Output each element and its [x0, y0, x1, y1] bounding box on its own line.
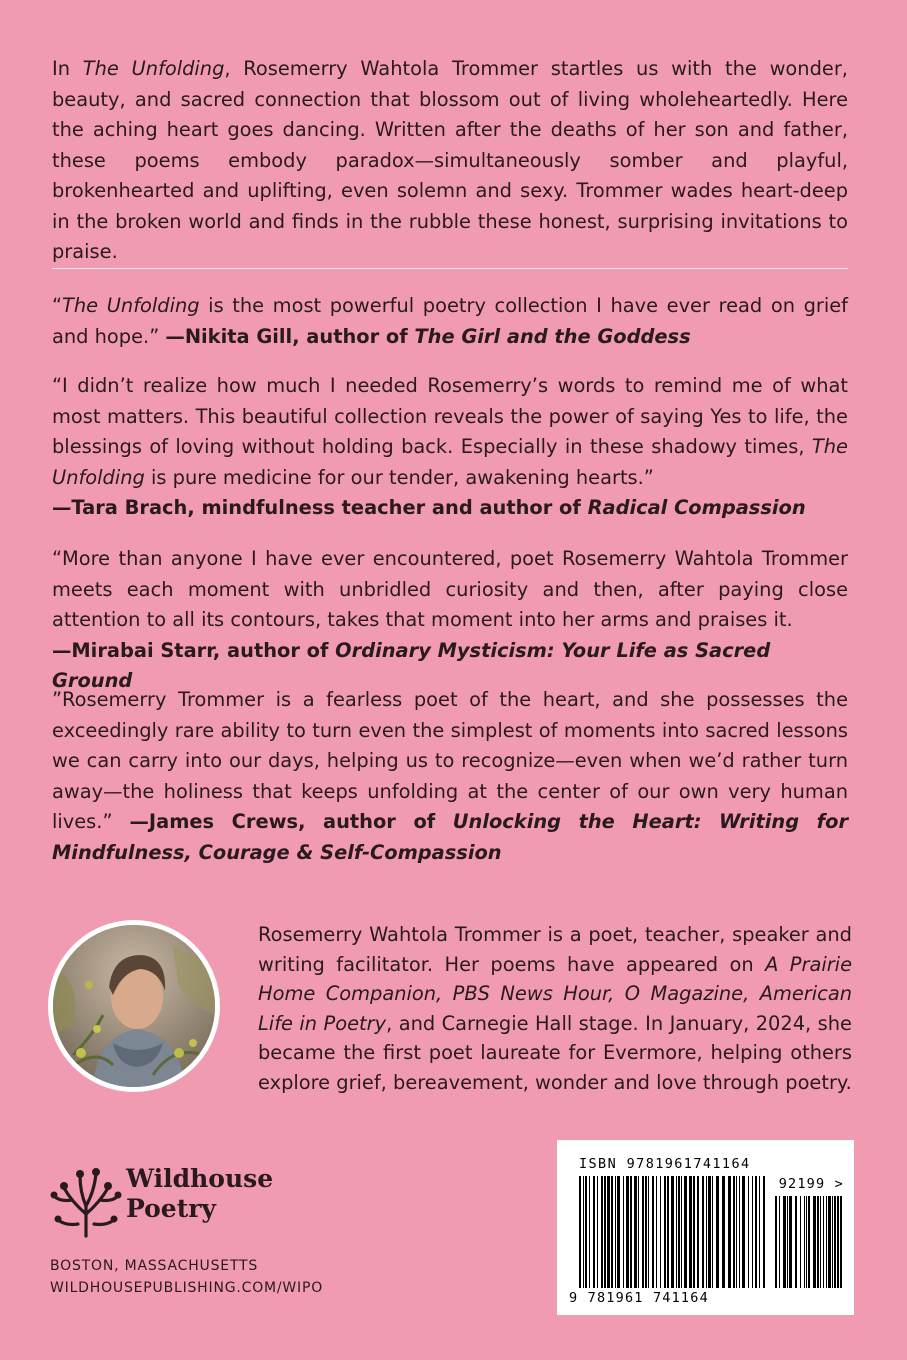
- barcode-bar: [648, 1176, 649, 1288]
- isbn-label: ISBN 9781961741164: [579, 1156, 751, 1172]
- barcode-bar: [593, 1176, 595, 1288]
- barcode-bar: [752, 1176, 753, 1288]
- barcode-bar: [597, 1176, 598, 1288]
- quote-text: is pure medicine for our tender, awakening hearts.”: [144, 465, 654, 489]
- barcode-bar: [604, 1176, 606, 1288]
- barcode-bar: [667, 1176, 669, 1288]
- barcode-bar: [748, 1176, 749, 1288]
- barcode-bar: [681, 1176, 682, 1288]
- addon-bar: [820, 1196, 821, 1288]
- addon-bar: [779, 1196, 780, 1288]
- barcode-bar: [611, 1176, 613, 1288]
- endorsement-starr: [52, 544, 848, 697]
- divider: [52, 268, 848, 269]
- attribution-book: The Girl and the Goddess: [414, 324, 691, 348]
- barcode-bar: [759, 1176, 760, 1288]
- barcode-bar: [579, 1176, 581, 1288]
- publisher-url: WILDHOUSEPUBLISHING.COM/WIPO: [50, 1280, 324, 1296]
- barcode-digits: 9 781961 741164: [569, 1290, 709, 1306]
- publisher-name-line2: Poetry: [126, 1194, 216, 1223]
- barcode-bar: [739, 1176, 740, 1288]
- quote-book-title: The Unfolding: [62, 294, 200, 317]
- barcode-bar: [634, 1176, 637, 1288]
- addon-bar: [826, 1196, 827, 1288]
- tree-icon: [50, 1162, 122, 1238]
- addon-bar: [828, 1196, 831, 1288]
- barcode-bar: [660, 1176, 661, 1288]
- blurb-text: , Rosemerry Wahtola Trommer startles us with the wonder, beauty, and sacred connection that blossom out of living wholeheartedly. Here the aching heart goes dancing. Written after the deaths of her son and father, these poems embody paradox—simultaneously somber and playful, brokenhearted and uplifting, even solemn and sexy. Trommer wades heart-deep in the broken world and finds in the rubble these honest, surprising invitations to praise.: [52, 57, 848, 263]
- barcode-bar: [623, 1176, 624, 1288]
- addon-bar: [840, 1196, 842, 1288]
- addon-bar: [787, 1196, 788, 1288]
- addon-bar: [783, 1196, 786, 1288]
- author-bio: [258, 920, 852, 1097]
- addon-bar: [804, 1196, 805, 1288]
- quote-text: “I didn’t realize how much I needed Rosemerry’s words to remind me of what most matters. This beautiful collection reveals the power of saying Yes to life, the blessings of loving without holding back. Especially in these shadowy times,: [52, 374, 848, 458]
- barcode-bar: [708, 1176, 711, 1288]
- addon-bar: [789, 1196, 792, 1288]
- addon-bar: [823, 1196, 824, 1288]
- quote-attribution: —Tara Brach, mindfulness teacher and author of: [52, 496, 588, 519]
- addon-bar: [806, 1196, 807, 1288]
- quote-text: ”Rosemerry Trommer is a fearless poet of the heart, and she possesses the exceedingly rare ability to turn even the simplest of moments into sacred lessons we can carry into our days, helping us to recognize—even when we’d rather turn away—the holiness that keeps unfolding at the center of our own very human lives.”: [52, 688, 848, 833]
- barcode-bar: [585, 1176, 587, 1288]
- addon-bar: [800, 1196, 801, 1288]
- barcode-bar: [697, 1176, 699, 1288]
- barcode-bar: [728, 1176, 731, 1288]
- barcode-bar: [716, 1176, 719, 1288]
- attribution-book: Ordinary Mysticism: Your Life as Sacred Ground: [52, 638, 771, 692]
- endorsement-brach: [52, 371, 848, 524]
- author-portrait-illustration: [53, 925, 215, 1087]
- barcode-bar: [589, 1176, 590, 1288]
- quote-text: “More than anyone I have ever encountered, poet Rosemerry Wahtola Trommer meets each moment with unbridled curiosity and then, after paying close attention to all its contours, takes that moment into her arms and praises it.: [52, 547, 848, 631]
- endorsement-gill: [52, 291, 848, 352]
- barcode-bar: [676, 1176, 677, 1288]
- barcode-bar: [763, 1176, 765, 1288]
- barcode-bar: [712, 1176, 713, 1288]
- blurb-text: In: [52, 57, 83, 80]
- barcode-bar: [722, 1176, 725, 1288]
- bio-venues: A Prairie Home Companion, PBS News Hour, O Magazine, American Life in Poetry: [258, 952, 852, 1035]
- barcode-bar: [706, 1176, 707, 1288]
- barcode-bar: [652, 1176, 654, 1288]
- quote-book-title: The Unfolding: [52, 435, 848, 489]
- barcode-bar: [755, 1176, 757, 1288]
- barcode-bar: [583, 1176, 584, 1288]
- barcode-bar: [684, 1176, 687, 1288]
- quote-text: is the most powerful poetry collection I have ever read on grief and hope.”: [52, 294, 849, 348]
- quote-mark: “: [52, 294, 63, 317]
- quote-attribution-line: [52, 493, 848, 524]
- barcode-bar: [626, 1176, 629, 1288]
- barcode-bar: [601, 1176, 603, 1288]
- publisher-name: [126, 1164, 286, 1224]
- barcode-bar: [615, 1176, 616, 1288]
- barcode-bar: [733, 1176, 735, 1288]
- blurb-book-title: The Unfolding: [82, 57, 225, 80]
- addon-bar: [837, 1196, 839, 1288]
- barcode-bar: [656, 1176, 657, 1288]
- barcode-bar: [664, 1176, 666, 1288]
- publisher-name-line1: Wildhouse: [126, 1164, 274, 1193]
- endorsement-crews: [52, 685, 848, 868]
- barcode-bar: [645, 1176, 647, 1288]
- attribution-book: Radical Compassion: [587, 496, 806, 519]
- barcode-bar: [702, 1176, 704, 1288]
- addon-bar: [775, 1196, 777, 1288]
- quote-attribution: —James Crews, author of: [129, 810, 453, 833]
- price-code: 92199 >: [778, 1176, 844, 1192]
- author-photo: [48, 920, 220, 1092]
- quote-attribution: —Nikita Gill, author of: [165, 324, 415, 348]
- bio-text: , and Carnegie Hall stage. In January, 2024, she became the first poet laureate for Evermore, helping others explore grief, bereavement, wonder and love through poetry.: [258, 1011, 852, 1094]
- barcode-bar: [689, 1176, 692, 1288]
- barcode-bar: [607, 1176, 610, 1288]
- quote-attribution: —Mirabai Starr, author of: [52, 638, 336, 662]
- barcode-bars: [557, 1140, 854, 1315]
- publisher-logo: [50, 1162, 280, 1238]
- addon-bar: [832, 1196, 833, 1288]
- barcode-bar: [617, 1176, 620, 1288]
- addon-bar: [834, 1196, 836, 1288]
- addon-bar: [813, 1196, 816, 1288]
- book-blurb: [52, 54, 848, 268]
- isbn-barcode: [557, 1140, 854, 1315]
- barcode-bar: [736, 1176, 737, 1288]
- barcode-bar: [693, 1176, 695, 1288]
- addon-bar: [817, 1196, 819, 1288]
- bio-text: Rosemerry Wahtola Trommer is a poet, teacher, speaker and writing facilitator. Her poems have appeared on: [258, 923, 852, 976]
- barcode-bar: [742, 1176, 745, 1288]
- addon-bar: [795, 1196, 797, 1288]
- barcode-bar: [642, 1176, 644, 1288]
- barcode-bar: [671, 1176, 674, 1288]
- addon-bar: [808, 1196, 810, 1288]
- attribution-book: Unlocking the Heart: Writing for Mindfulness, Courage & Self-Compassion: [52, 810, 849, 864]
- barcode-bar: [678, 1176, 680, 1288]
- barcode-bar: [638, 1176, 639, 1288]
- barcode-bar: [630, 1176, 632, 1288]
- publisher-location: BOSTON, MASSACHUSETTS: [50, 1258, 259, 1274]
